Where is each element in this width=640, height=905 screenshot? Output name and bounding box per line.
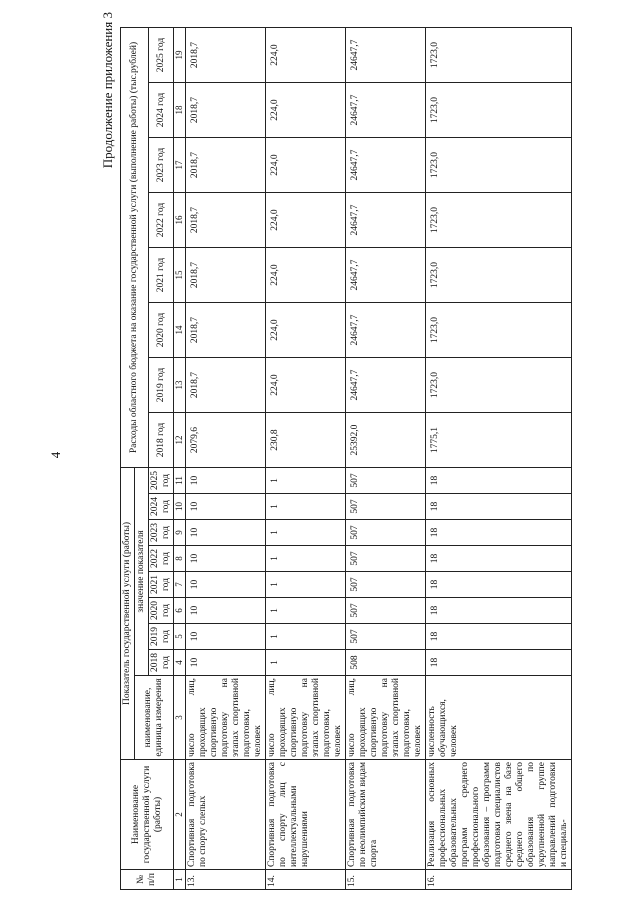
- expense-value: 24647,7: [346, 138, 426, 193]
- indicator-value: 1: [266, 468, 346, 494]
- expense-value: 224,0: [266, 193, 346, 248]
- indicator-value: 507: [346, 494, 426, 520]
- indicator-value: 18: [426, 468, 572, 494]
- indicator-value: 1: [266, 598, 346, 624]
- indicator-unit: число лиц, проходящих спортивную подготовку на этапах спортивной подготовки, человек: [346, 676, 426, 760]
- value-year-header: 2023 год: [149, 520, 174, 546]
- column-number: 18: [174, 83, 186, 138]
- indicator-value: 507: [346, 598, 426, 624]
- column-number: 10: [174, 494, 186, 520]
- indicator-value: 1: [266, 494, 346, 520]
- indicator-value: 10: [186, 650, 266, 676]
- indicator-value: 507: [346, 468, 426, 494]
- indicator-value: 18: [426, 598, 572, 624]
- expense-value: 24647,7: [346, 303, 426, 358]
- table-row: [266, 28, 346, 890]
- service-name: Реализация основных профессиональных образовательных программ среднего профессионального образования – программ подготовки специалистов среднего звена на базе среднего общего образования по укрупненной группе направлений подготовки и специаль-: [426, 760, 572, 870]
- header-indicator: Показатель государственной услуги (работы): [121, 468, 135, 760]
- indicator-value: 10: [186, 572, 266, 598]
- column-number: 2: [174, 760, 186, 870]
- service-name: Спортивная подготовка по спорту лиц с интеллектуальными нарушениями: [266, 760, 346, 870]
- expense-value: 24647,7: [346, 28, 426, 83]
- indicator-value: 18: [426, 520, 572, 546]
- column-number: 17: [174, 138, 186, 193]
- expense-value: 1723,0: [426, 303, 572, 358]
- expense-value: 230,8: [266, 413, 346, 468]
- column-number: 5: [174, 624, 186, 650]
- header-row-1: [121, 28, 135, 890]
- expense-value: 24647,7: [346, 193, 426, 248]
- value-year-header: 2018 год: [149, 650, 174, 676]
- column-number: 7: [174, 572, 186, 598]
- expense-value: 24647,7: [346, 358, 426, 413]
- column-number: 13: [174, 358, 186, 413]
- expense-year-header: 2025 год: [149, 28, 174, 83]
- indicator-value: 10: [186, 520, 266, 546]
- indicator-value: 507: [346, 520, 426, 546]
- expense-value: 1723,0: [426, 248, 572, 303]
- expense-value: 2018,7: [186, 193, 266, 248]
- expense-value: 1775,1: [426, 413, 572, 468]
- continuation-note: Продолжение приложения 3: [100, 12, 115, 169]
- expense-year-header: 2018 год: [149, 413, 174, 468]
- column-numbers-row: [174, 28, 186, 890]
- row-number: 14.: [266, 870, 346, 890]
- indicator-value: 1: [266, 520, 346, 546]
- header-unit: наименование, единица измерения: [135, 676, 174, 760]
- expense-value: 25392,0: [346, 413, 426, 468]
- expense-value: 1723,0: [426, 138, 572, 193]
- expense-value: 2018,7: [186, 248, 266, 303]
- table-row: [346, 28, 426, 890]
- expense-value: 2018,7: [186, 358, 266, 413]
- column-number: 3: [174, 676, 186, 760]
- column-number: 1: [174, 870, 186, 890]
- indicator-value: 10: [186, 624, 266, 650]
- column-number: 12: [174, 413, 186, 468]
- services-table: [120, 27, 572, 890]
- expense-value: 2018,7: [186, 28, 266, 83]
- column-number: 11: [174, 468, 186, 494]
- indicator-value: 18: [426, 572, 572, 598]
- indicator-value: 10: [186, 598, 266, 624]
- indicator-value: 1: [266, 624, 346, 650]
- expense-value: 224,0: [266, 138, 346, 193]
- indicator-value: 507: [346, 546, 426, 572]
- expense-year-header: 2019 год: [149, 358, 174, 413]
- expense-value: 1723,0: [426, 28, 572, 83]
- indicator-value: 1: [266, 546, 346, 572]
- indicator-value: 507: [346, 624, 426, 650]
- expense-value: 2018,7: [186, 83, 266, 138]
- expense-value: 224,0: [266, 83, 346, 138]
- table-row: [186, 28, 266, 890]
- indicator-value: 1: [266, 650, 346, 676]
- column-number: 19: [174, 28, 186, 83]
- value-year-header: 2024 год: [149, 494, 174, 520]
- expense-year-header: 2024 год: [149, 83, 174, 138]
- expense-value: 224,0: [266, 358, 346, 413]
- value-year-header: 2021 год: [149, 572, 174, 598]
- expense-value: 1723,0: [426, 83, 572, 138]
- expense-value: 2079,6: [186, 413, 266, 468]
- column-number: 16: [174, 193, 186, 248]
- header-name: Наименование государственной услуги (работы): [121, 760, 174, 870]
- indicator-value: 18: [426, 546, 572, 572]
- column-number: 6: [174, 598, 186, 624]
- value-year-header: 2019 год: [149, 624, 174, 650]
- column-number: 14: [174, 303, 186, 358]
- expense-year-header: 2020 год: [149, 303, 174, 358]
- indicator-unit: число лиц, проходящих спортивную подготовку на этапах спортивной подготовки, человек: [186, 676, 266, 760]
- value-year-header: 2020 год: [149, 598, 174, 624]
- value-year-header: 2025 год: [149, 468, 174, 494]
- indicator-value: 10: [186, 494, 266, 520]
- column-number: 4: [174, 650, 186, 676]
- header-values: значение показателя: [135, 468, 149, 676]
- row-number: 15.: [346, 870, 426, 890]
- column-number: 8: [174, 546, 186, 572]
- expense-year-header: 2023 год: [149, 138, 174, 193]
- expense-value: 224,0: [266, 248, 346, 303]
- indicator-unit: число лиц, проходящих спортивную подготовку на этапах спортивной подготовки, человек: [266, 676, 346, 760]
- expense-value: 1723,0: [426, 358, 572, 413]
- expense-value: 24647,7: [346, 83, 426, 138]
- indicator-value: 18: [426, 624, 572, 650]
- table-row: [426, 28, 572, 890]
- indicator-value: 10: [186, 468, 266, 494]
- expense-year-header: 2021 год: [149, 248, 174, 303]
- indicator-value: 10: [186, 546, 266, 572]
- indicator-value: 508: [346, 650, 426, 676]
- indicator-value: 18: [426, 494, 572, 520]
- header-no: № п/п: [121, 870, 174, 890]
- expense-value: 2018,7: [186, 303, 266, 358]
- expense-year-header: 2022 год: [149, 193, 174, 248]
- expense-value: 2018,7: [186, 138, 266, 193]
- column-number: 9: [174, 520, 186, 546]
- row-number: 16.: [426, 870, 572, 890]
- indicator-unit: численность обучающихся, человек: [426, 676, 572, 760]
- service-name: Спортивная подготовка по спорту слепых: [186, 760, 266, 870]
- value-year-header: 2022 год: [149, 546, 174, 572]
- indicator-value: 507: [346, 572, 426, 598]
- header-expenses: Расходы областного бюджета на оказание государственной услуги (выполнение работы) (тыс.рублей): [121, 28, 149, 468]
- rotated-page: [100, 12, 620, 890]
- expense-value: 1723,0: [426, 193, 572, 248]
- column-number: 15: [174, 248, 186, 303]
- indicator-value: 1: [266, 572, 346, 598]
- indicator-value: 18: [426, 650, 572, 676]
- expense-value: 224,0: [266, 28, 346, 83]
- service-name: Спортивная подготовка по неолимпийским видам спорта: [346, 760, 426, 870]
- page-number: 4: [48, 451, 63, 459]
- row-number: 13.: [186, 870, 266, 890]
- expense-value: 24647,7: [346, 248, 426, 303]
- expense-value: 224,0: [266, 303, 346, 358]
